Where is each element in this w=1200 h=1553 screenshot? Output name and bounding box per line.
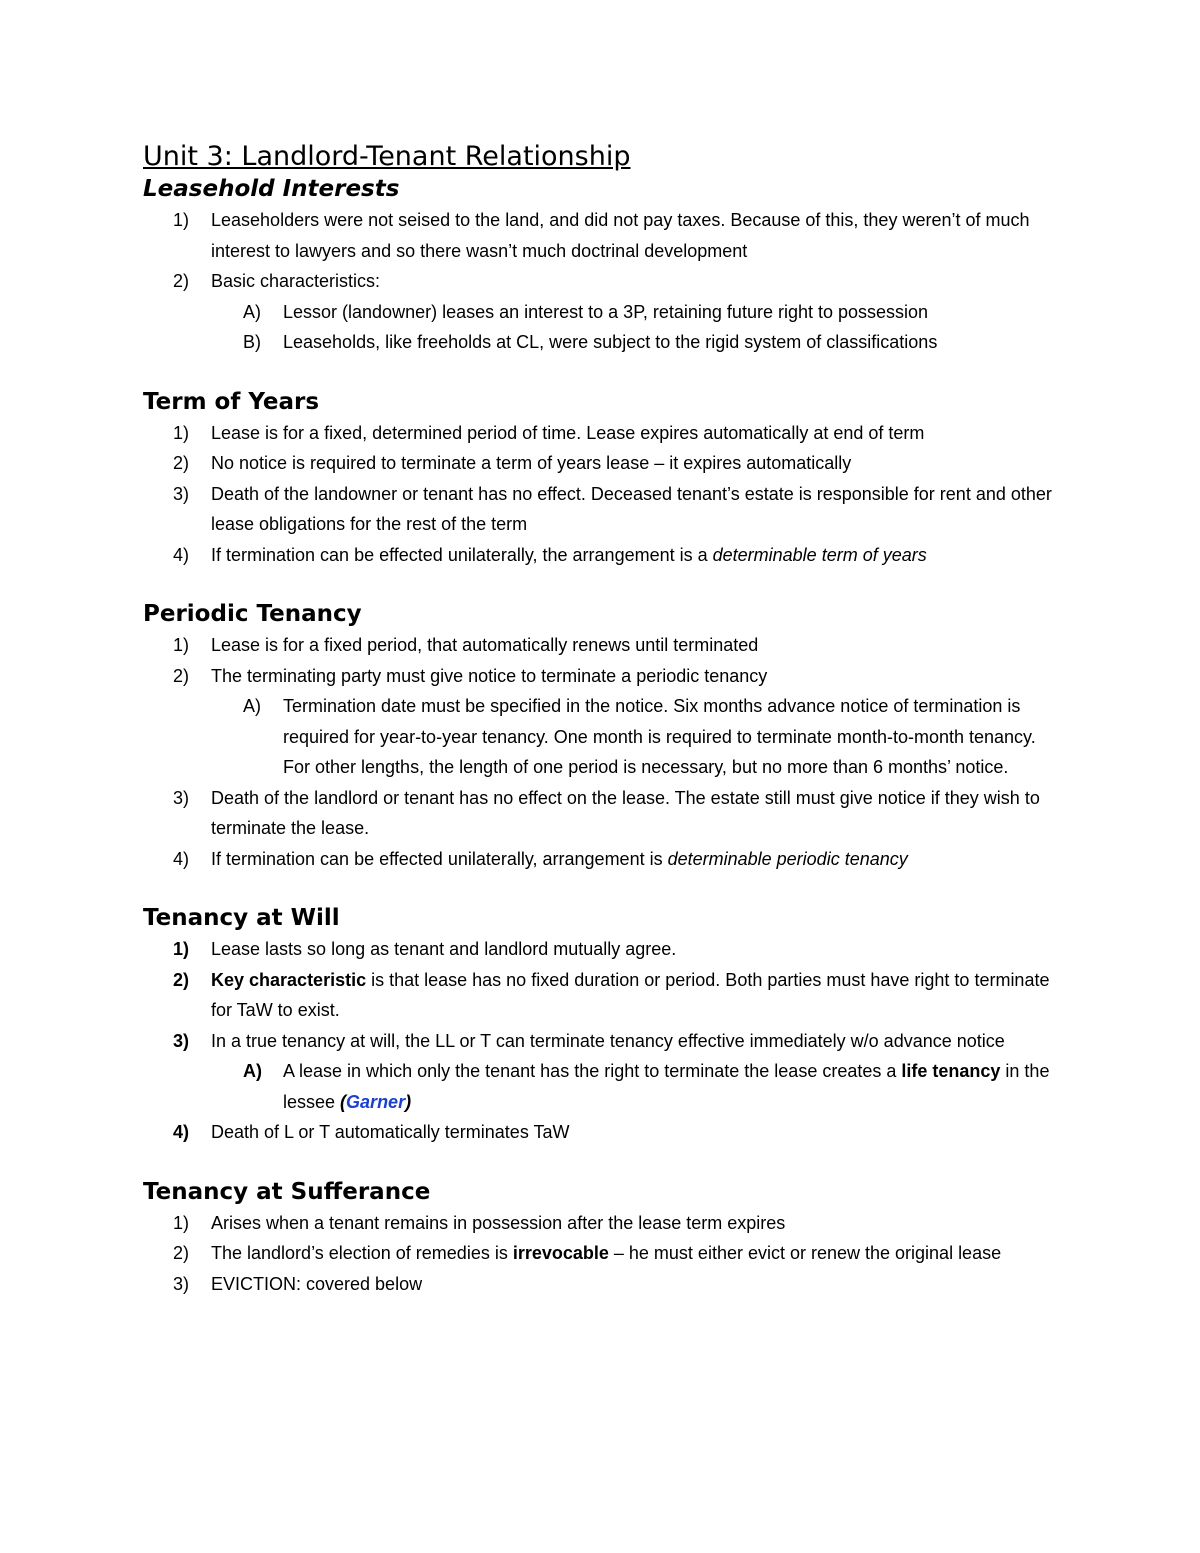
list-item [143,965,1063,1026]
list-item [143,630,1063,661]
list-text: Termination date must be specified in the notice. Six months advance notice of termination is required for year-to-year tenancy. One month is required to terminate month-to-month tenancy. For other lengths, the length of one period is necessary, but no more than 6 months’ notice. [283,696,1036,777]
list-text-plain: is that lease has no fixed duration or period. Both parties must have right to terminate for TaW to exist. [211,969,1050,1020]
list-number: 3) [173,1030,190,1051]
list-number: 3) [173,483,190,504]
list-number: 2) [173,453,190,473]
list-number: 4) [173,848,190,869]
list-number: 3) [173,787,190,808]
list-item [143,540,1063,571]
list-text: Lessor (landowner) leases an interest to a 3P, retaining future right to possession [283,301,929,322]
list-text: Leaseholders were not seised to the land, and did not pay taxes. Because of this, they weren’t of much interest to lawyers and so there wasn’t much doctrinal development [211,210,1030,261]
periodic-tenancy-list [143,630,1063,874]
list-number: 2) [173,271,190,291]
section-leasehold [143,140,1063,358]
list-item [143,418,1063,449]
list-item [143,479,1063,540]
list-text: The terminating party must give notice to terminate a periodic tenancy [211,665,768,686]
list-text-italic: determinable periodic tenancy [667,848,908,869]
list-text: Lease is for a fixed, determined period of time. Lease expires automatically at end of term [211,422,925,443]
list-item [143,266,1063,297]
periodic-tenancy-heading: Periodic Tenancy [143,601,362,627]
leasehold-heading: Leasehold Interests [143,176,400,202]
list-number: 1) [173,635,190,655]
list-item [143,1117,1063,1148]
list-text: Death of L or T automatically terminates TaW [211,1122,570,1142]
list-text: Lease lasts so long as tenant and landlord mutually agree. [211,939,677,959]
sub-list-item [143,327,1063,358]
tenancy-at-sufferance-heading: Tenancy at Sufferance [143,1178,431,1205]
list-number: 3) [173,1273,190,1294]
list-letter: A) [243,301,261,322]
list-item [143,1208,1063,1239]
list-item [143,934,1063,965]
list-number: 1) [173,210,190,230]
list-letter: B) [243,332,261,352]
list-number: 1) [173,422,190,443]
list-number: 2) [173,665,190,686]
tenancy-at-will-heading: Tenancy at Will [143,905,340,931]
sub-list-item [143,297,1063,328]
document-content [143,140,1063,1299]
list-item [143,205,1063,266]
list-item [143,783,1063,844]
paren-open: ( [340,1091,347,1112]
list-text [211,1238,1063,1269]
list-text: Arises when a tenant remains in possession after the lease term expires [211,1212,786,1233]
section-tenancy-at-will [143,902,1063,1148]
list-text: EVICTION: covered below [211,1273,423,1294]
list-text-bold: life tenancy [901,1061,1001,1081]
list-text-plain: If termination can be effected unilaterally, arrangement is [211,848,668,869]
list-item [143,1026,1063,1057]
list-text: Death of the landlord or tenant has no effect on the lease. The estate still must give notice if they wish to terminate the lease. [211,787,1040,838]
section-term-of-years [143,386,1063,571]
case-citation: Garner [346,1091,406,1112]
term-of-years-list [143,418,1063,571]
list-number: 1) [173,1212,190,1233]
list-text: Death of the landowner or tenant has no effect. Deceased tenant’s estate is responsible for rent and other lease obligations for the rest of the term [211,483,1052,534]
list-text-plain: in the lessee [283,1061,1050,1112]
list-item [143,844,1063,875]
paren-close: ) [405,1091,412,1112]
section-tenancy-at-sufferance [143,1176,1063,1300]
list-number: 2) [173,1243,190,1263]
list-letter: A) [243,1061,262,1081]
list-letter: A) [243,696,261,716]
list-item [143,1238,1063,1269]
tenancy-at-sufferance-list [143,1208,1063,1300]
list-text-plain: A lease in which only the tenant has the right to terminate the lease creates a [283,1061,902,1081]
list-text-bold: irrevocable [512,1243,609,1263]
list-text [211,844,1063,875]
tenancy-at-will-list [143,934,1063,1148]
list-text-italic: determinable term of years [712,544,927,565]
list-number: 2) [173,969,190,990]
sub-list-item [143,691,1063,783]
page-title: Unit 3: Landlord-Tenant Relationship [143,141,631,172]
list-item [143,661,1063,692]
list-text: No notice is required to terminate a term of years lease – it expires automatically [211,453,852,473]
list-number: 4) [173,544,190,565]
list-text [283,1056,1063,1117]
list-text: Leaseholds, like freeholds at CL, were subject to the rigid system of classifications [283,332,938,352]
list-text: Lease is for a fixed period, that automatically renews until terminated [211,635,759,655]
list-item [143,1269,1063,1300]
list-text: In a true tenancy at will, the LL or T can terminate tenancy effective immediately w/o advance notice [211,1030,1005,1051]
list-text-plain: – he must either evict or renew the original lease [608,1243,1002,1263]
term-of-years-heading: Term of Years [143,388,320,415]
section-periodic-tenancy [143,598,1063,874]
list-number: 1) [173,939,190,959]
list-item [143,448,1063,479]
list-text: Basic characteristics: [211,271,381,291]
list-text-bold: Key characteristic [211,969,367,990]
list-text [211,540,1063,571]
list-text-plain: The landlord’s election of remedies is [211,1243,513,1263]
list-number: 4) [173,1122,190,1142]
list-text [211,965,1063,1026]
list-text-plain: If termination can be effected unilaterally, the arrangement is a [211,544,713,565]
sub-list-item [143,1056,1063,1117]
leasehold-list [143,205,1063,358]
